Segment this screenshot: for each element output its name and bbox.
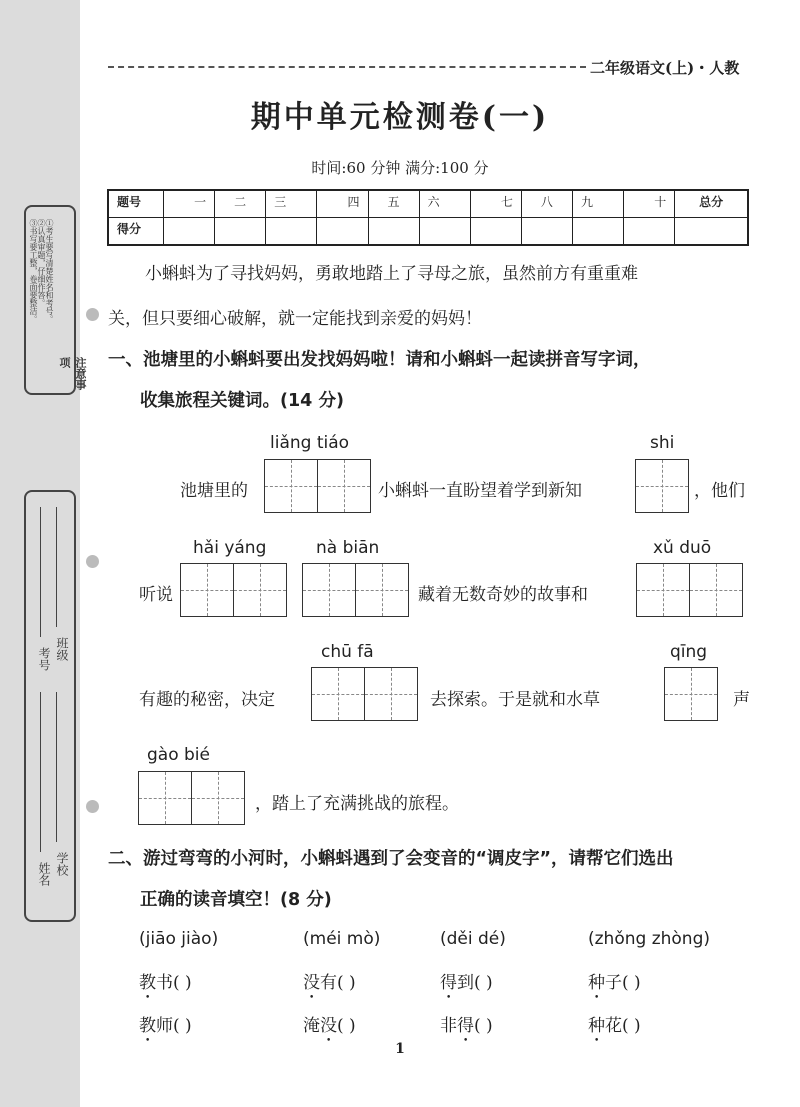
reading-item[interactable]: 得到( ) [440, 973, 493, 993]
reading-options: (děi dé) [440, 929, 506, 949]
score-table [107, 189, 749, 246]
student-info-box [24, 490, 76, 922]
writing-grid-gaobie[interactable] [138, 771, 245, 825]
reading-item[interactable]: 淹没( ) [303, 1016, 356, 1036]
score-row-label: 得分 [108, 218, 164, 246]
score-header-cell: 总分 [675, 190, 748, 218]
exam-no-label: 考号 [37, 647, 51, 671]
binding-hole [86, 308, 99, 321]
note-item: ②认真审题，仔细作答。 [37, 219, 46, 307]
score-header-cell: 题号 [108, 190, 164, 218]
reading-options: (zhǒng zhòng) [588, 929, 710, 949]
writing-grid-qing[interactable] [664, 667, 718, 721]
question-1-subtitle: 收集旅程关键词。(14 分) [140, 391, 344, 411]
score-cell[interactable] [624, 218, 675, 246]
reading-item[interactable]: 没有( ) [303, 973, 356, 993]
score-header-cell: 三 [266, 190, 317, 218]
school-label: 学校 [55, 852, 69, 876]
passage-text: 有趣的秘密，决定 [139, 690, 275, 710]
passage-text: 去探索。于是就和水草 [430, 690, 600, 710]
pinyin-qing: qīng [670, 642, 708, 662]
page-number: 1 [395, 1041, 405, 1057]
note-item: ①考生要写清楚姓名和考号。 [45, 219, 54, 323]
notes-label: 注意事项 [58, 357, 87, 390]
score-header-cell: 十 [624, 190, 675, 218]
score-header-cell: 四 [317, 190, 368, 218]
binding-hole [86, 555, 99, 568]
writing-grid-xuduo[interactable] [636, 563, 743, 617]
writing-grid-haiyang[interactable] [180, 563, 287, 617]
score-cell[interactable] [266, 218, 317, 246]
exam-no-line [40, 507, 41, 637]
name-line [40, 692, 41, 852]
header-dashed-line [108, 66, 586, 68]
score-cell[interactable] [368, 218, 419, 246]
reading-item[interactable]: 种子( ) [588, 973, 641, 993]
score-cell[interactable] [317, 218, 368, 246]
reading-item[interactable]: 教书( ) [139, 973, 192, 993]
score-cell[interactable] [470, 218, 521, 246]
passage-text: ，他们 [694, 481, 745, 501]
passage-text: 小蝌蚪一直盼望着学到新知 [378, 481, 582, 501]
question-2-title: 二、游过弯弯的小河时，小蝌蚪遇到了会变音的“调皮字”，请帮它们选出 [108, 849, 674, 869]
passage-text: 声 [733, 690, 750, 710]
score-cell[interactable] [164, 218, 215, 246]
pinyin-chufa: chū fā [321, 642, 374, 662]
score-header-cell: 七 [470, 190, 521, 218]
score-cell[interactable] [521, 218, 572, 246]
reading-item[interactable]: 教师( ) [139, 1016, 192, 1036]
question-2-subtitle: 正确的读音填空！(8 分) [140, 890, 332, 910]
writing-grid-shi[interactable] [635, 459, 689, 513]
passage-text: 藏着无数奇妙的故事和 [418, 585, 588, 605]
intro-line: 关，但只要细心破解，就一定能找到亲爱的妈妈！ [108, 309, 482, 329]
pinyin-liangtiao: liǎng tiáo [270, 433, 350, 453]
exam-meta: 时间:60 分钟 满分:100 分 [311, 159, 489, 177]
writing-grid-chufa[interactable] [311, 667, 418, 721]
score-header-cell: 八 [521, 190, 572, 218]
score-cell[interactable] [573, 218, 624, 246]
notes-box [24, 205, 87, 395]
subject-label: 二年级语文(上)・人教 [590, 59, 740, 77]
intro-line: 小蝌蚪为了寻找妈妈，勇敢地踏上了寻母之旅，虽然前方有重重难 [145, 264, 638, 284]
class-label: 班级 [55, 637, 69, 661]
score-header-cell: 二 [215, 190, 266, 218]
reading-options: (méi mò) [303, 929, 381, 949]
binding-hole [86, 800, 99, 813]
passage-text: ，踏上了充满挑战的旅程。 [255, 794, 459, 814]
reading-options: (jiāo jiào) [139, 929, 219, 949]
score-header-row [108, 190, 748, 218]
pinyin-nabian: nà biān [316, 538, 380, 558]
class-line [56, 507, 57, 627]
note-item: ③书写要工整，卷面要整洁。 [29, 219, 38, 323]
reading-item[interactable]: 非得( ) [440, 1016, 493, 1036]
pinyin-xuduo: xǔ duō [653, 538, 712, 558]
passage-text: 听说 [139, 585, 173, 605]
school-line [56, 692, 57, 842]
name-label: 姓名 [37, 862, 51, 886]
pinyin-gaobie: gào bié [147, 745, 210, 765]
page-title: 期中单元检测卷(一) [250, 100, 550, 135]
score-cell[interactable] [675, 218, 748, 246]
score-header-cell: 一 [164, 190, 215, 218]
score-header-cell: 九 [573, 190, 624, 218]
reading-item[interactable]: 种花( ) [588, 1016, 641, 1036]
score-row [108, 218, 748, 246]
score-header-cell: 六 [419, 190, 470, 218]
pinyin-haiyang: hǎi yáng [193, 538, 267, 558]
score-cell[interactable] [215, 218, 266, 246]
pinyin-shi: shi [650, 433, 675, 453]
question-1-title: 一、池塘里的小蝌蚪要出发找妈妈啦！请和小蝌蚪一起读拼音写字词， [108, 350, 651, 370]
score-cell[interactable] [419, 218, 470, 246]
passage-text: 池塘里的 [180, 481, 248, 501]
score-header-cell: 五 [368, 190, 419, 218]
writing-grid-nabian[interactable] [302, 563, 409, 617]
writing-grid-liangtiao[interactable] [264, 459, 371, 513]
